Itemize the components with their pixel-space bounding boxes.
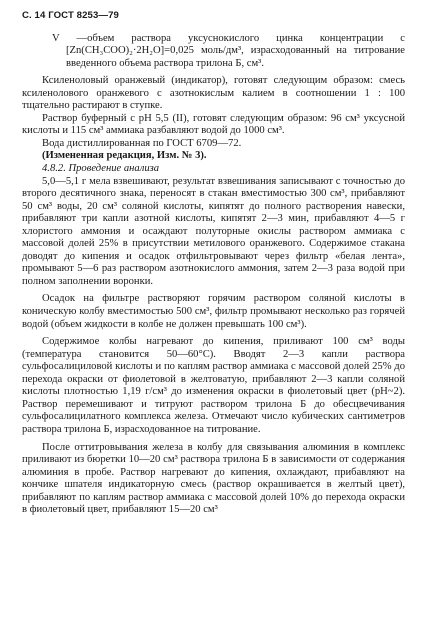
paragraph-procedure-3: Содержимое колбы нагревают до кипения, приливают 100 см³ воды (температура становится 50—60°C). Вводят 2—3 капли раствора сульфосалициловой кислоты и по каплям раствор аммиака с массовой долей 25% до перехода окраски от фиолетовой в желтоватую, прибавляют 2—3 капли соляной кислоты плотностью 1,19 г/см³ до изменения окраски в фиолетовый цвет (pH~2). Раствор перемешивают и титруют раствором трилона Б до обесцвечивания сульфосалицилатного комплекса железа. Отмечают число кубических сантиметров раствора трилона Б, израсходованное на титрование. [22,336,405,435]
page-header: С. 14 ГОСТ 8253—79 [22,10,119,21]
paragraph-procedure-1: 5,0—5,1 г мела взвешивают, результат взвешивания записывают с точностью до второго десятичного знака, переносят в стакан вместимостью 300 см³, прибавляют 50 см³ воды, 20 см³ соляной кислоты, кипятят до полного растворения навески, прибавляют три капли азотной кислоты, кипятят 2—3 мин, прибавляют 4—5 г хлористого аммония и осаждают полуторные окислы раствором аммиака с массовой долей 25% в присутствии метилового оранжевого. Содержимое стакана доводят до кипения и осадок отфильтровывают через фильтр «белая лента», промывают 5—6 раз раствором азотнокислого аммония, затем 2—3 раза водой при полном заполнении воронки. [22,175,405,287]
paragraph-procedure-4: После оттитровывания железа в колбу для связывания алюминия в комплекс приливают из бюретки 10—20 см³ раствора трилона Б в зависимости от содержания алюминия в пробе. Раствор нагревают до кипения, охлаждают, прибавляют на кончике шпателя индикаторную смесь (раствор окрашивается в желтый цвет), прибавляют по каплям раствор аммиака с массовой долей 10% до перехода окраски в фиолетовый цвет, прибавляют 15—20 см³ [22,441,405,516]
paragraph-buffer: Раствор буферный с pH 5,5 (II), готовят следующим образом: 96 см³ уксусной кислоты и 115 см³ аммиака разбавляют водой до 1000 см³. [22,112,405,137]
paragraph-water: Вода дистиллированная по ГОСТ 6709—72. [42,137,242,149]
section-heading: 4.8.2. Проведение анализа [42,163,160,175]
amendment-note: (Измененная редакция, Изм. № 3). [42,150,207,162]
variable-definition: V —объем раствора уксуснокислого цинка концентрации c [Zn(CH₃COO)₂·2H₂O]=0,025 моль/дм³, израсходованный на титрование введенного объема раствора трилона Б, см³. [52,32,405,69]
paragraph-procedure-2: Осадок на фильтре растворяют горячим раствором соляной кислоты в коническую колбу вместимостью 500 см³, фильтр промывают несколько раз горячей водой (объем жидкости в колбе не должен превышать 100 см³). [22,293,405,330]
paragraph-indicator: Ксиленоловый оранжевый (индикатор), готовят следующим образом: смесь ксиленолового оранжевого с азотнокислым калием в соотношении 1 : 100 тщательно растирают в ступке. [22,75,405,112]
